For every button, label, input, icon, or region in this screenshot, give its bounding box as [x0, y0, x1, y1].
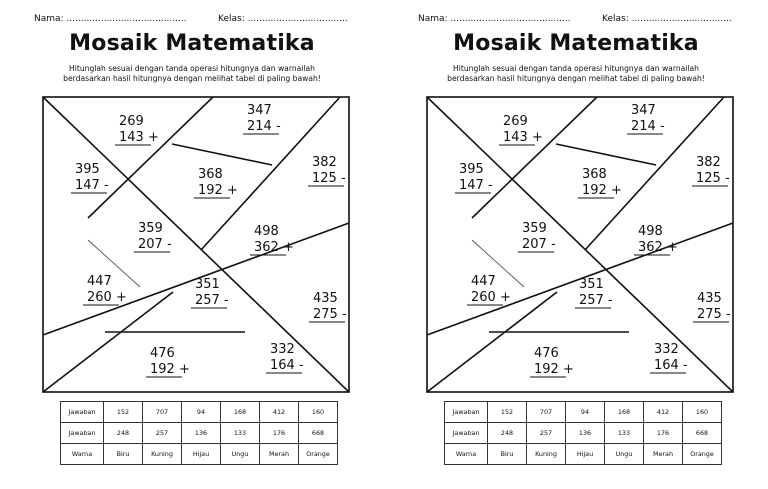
operator-sign: + — [563, 362, 574, 377]
problem-number-top: 368 — [582, 167, 607, 182]
operator-sign: + — [116, 290, 127, 305]
math-problem — [194, 167, 238, 198]
math-problem — [266, 342, 304, 373]
table-cell: Ungu — [221, 444, 260, 465]
table-cell: 257 — [143, 423, 182, 444]
problem-number-top: 332 — [654, 342, 679, 357]
row-label-cell: Jawaban — [445, 402, 488, 423]
operator-sign: - — [224, 293, 229, 308]
table-cell: 176 — [644, 423, 683, 444]
operator-sign: - — [660, 119, 665, 134]
mosaic-grid — [0, 0, 384, 400]
math-problem — [499, 114, 543, 145]
mosaic-line — [43, 97, 349, 392]
instruction-line: Hitunglah sesuai dengan tanda operasi hitungnya dan warnailah — [69, 64, 315, 73]
math-problem — [650, 342, 688, 373]
answer-table — [60, 401, 338, 465]
table-cell: Biru — [104, 444, 143, 465]
operator-sign: + — [227, 183, 238, 198]
problem-number-bottom: 257 — [195, 293, 220, 308]
math-problem — [243, 103, 281, 134]
math-problem — [575, 277, 613, 308]
problem-number-bottom: 164 — [654, 358, 679, 373]
page-title: Mosaik Matematika — [453, 31, 699, 56]
problem-number-top: 435 — [697, 291, 722, 306]
math-problem — [692, 155, 730, 186]
table-cell: Kuning — [527, 444, 566, 465]
table-cell: 412 — [260, 402, 299, 423]
table-cell: 248 — [488, 423, 527, 444]
table-cell: 94 — [182, 402, 221, 423]
problem-number-top: 347 — [247, 103, 272, 118]
problem-number-top: 359 — [522, 221, 547, 236]
table-cell: 412 — [644, 402, 683, 423]
problem-number-bottom: 207 — [522, 237, 547, 252]
table-cell: Ungu — [605, 444, 644, 465]
operator-sign: + — [532, 130, 543, 145]
table-row — [61, 402, 338, 423]
math-problem — [134, 221, 172, 252]
instruction-line: Hitunglah sesuai dengan tanda operasi hitungnya dan warnailah — [453, 64, 699, 73]
problem-number-top: 269 — [119, 114, 144, 129]
worksheet-right — [384, 0, 768, 489]
problem-number-bottom: 192 — [582, 183, 607, 198]
table-cell: 136 — [182, 423, 221, 444]
table-row — [61, 423, 338, 444]
math-problem — [578, 167, 622, 198]
problem-number-bottom: 164 — [270, 358, 295, 373]
table-cell: 152 — [488, 402, 527, 423]
problem-number-bottom: 214 — [247, 119, 272, 134]
problem-number-top: 332 — [270, 342, 295, 357]
problem-number-top: 359 — [138, 221, 163, 236]
table-cell: 176 — [260, 423, 299, 444]
table-cell: 168 — [221, 402, 260, 423]
answer-table — [444, 401, 722, 465]
math-problem — [309, 291, 347, 322]
table-row — [445, 402, 722, 423]
problem-number-top: 435 — [313, 291, 338, 306]
operator-sign: - — [104, 178, 109, 193]
table-cell: Hijau — [566, 444, 605, 465]
page-title: Mosaik Matematika — [69, 31, 315, 56]
table-cell: 668 — [299, 423, 338, 444]
problem-number-top: 351 — [195, 277, 220, 292]
problem-number-top: 395 — [75, 162, 100, 177]
table-cell: 133 — [605, 423, 644, 444]
operator-sign: - — [551, 237, 556, 252]
operator-sign: + — [611, 183, 622, 198]
problem-number-top: 382 — [696, 155, 721, 170]
math-problem — [191, 277, 229, 308]
mosaic-line — [556, 144, 656, 165]
instruction-line: berdasarkan hasil hitungnya dengan melihat tabel di paling bawah! — [447, 74, 705, 83]
row-label-cell: Jawaban — [61, 402, 104, 423]
math-problem — [455, 162, 493, 193]
problem-number-bottom: 125 — [312, 171, 337, 186]
operator-sign: - — [683, 358, 688, 373]
table-cell: Orange — [299, 444, 338, 465]
math-problem — [530, 346, 574, 377]
operator-sign: - — [608, 293, 613, 308]
problem-number-bottom: 125 — [696, 171, 721, 186]
math-problem — [250, 224, 294, 255]
problem-number-bottom: 147 — [459, 178, 484, 193]
problem-number-bottom: 362 — [254, 240, 279, 255]
math-problem — [518, 221, 556, 252]
problem-number-top: 476 — [150, 346, 175, 361]
table-cell: Biru — [488, 444, 527, 465]
table-cell: Orange — [683, 444, 722, 465]
table-cell: 707 — [527, 402, 566, 423]
problem-number-top: 382 — [312, 155, 337, 170]
table-cell: 160 — [683, 402, 722, 423]
problem-number-bottom: 362 — [638, 240, 663, 255]
math-problem — [693, 291, 731, 322]
problem-number-top: 476 — [534, 346, 559, 361]
problem-number-bottom: 275 — [697, 307, 722, 322]
class-field-label: Kelas: ................................... — [218, 14, 348, 24]
problem-number-bottom: 260 — [471, 290, 496, 305]
math-problem — [83, 274, 127, 305]
math-problem — [115, 114, 159, 145]
problem-number-top: 368 — [198, 167, 223, 182]
class-field-label: Kelas: ................................... — [602, 14, 732, 24]
table-cell: 152 — [104, 402, 143, 423]
table-cell: 160 — [299, 402, 338, 423]
operator-sign: + — [667, 240, 678, 255]
row-label-cell: Jawaban — [445, 423, 488, 444]
mosaic-line — [172, 144, 272, 165]
name-field-label: Nama: .......................................... — [34, 14, 187, 24]
problem-number-bottom: 143 — [119, 130, 144, 145]
table-cell: 248 — [104, 423, 143, 444]
problem-number-top: 447 — [87, 274, 112, 289]
table-cell: 257 — [527, 423, 566, 444]
problem-number-top: 498 — [254, 224, 279, 239]
operator-sign: - — [276, 119, 281, 134]
math-problem — [71, 162, 109, 193]
operator-sign: + — [179, 362, 190, 377]
problem-group — [455, 103, 731, 377]
math-problem — [634, 224, 678, 255]
math-problem — [627, 103, 665, 134]
row-label-cell: Jawaban — [61, 423, 104, 444]
problem-number-top: 498 — [638, 224, 663, 239]
table-cell: 136 — [566, 423, 605, 444]
table-cell: 668 — [683, 423, 722, 444]
table-cell: 133 — [221, 423, 260, 444]
table-cell: 707 — [143, 402, 182, 423]
row-label-cell: Warna — [445, 444, 488, 465]
problem-number-top: 447 — [471, 274, 496, 289]
table-cell: Kuning — [143, 444, 182, 465]
table-cell: Merah — [260, 444, 299, 465]
table-cell: 94 — [566, 402, 605, 423]
operator-sign: + — [500, 290, 511, 305]
problem-number-top: 395 — [459, 162, 484, 177]
operator-sign: + — [283, 240, 294, 255]
table-cell: Hijau — [182, 444, 221, 465]
problem-number-top: 269 — [503, 114, 528, 129]
problem-number-bottom: 192 — [198, 183, 223, 198]
math-problem — [308, 155, 346, 186]
problem-number-bottom: 192 — [150, 362, 175, 377]
table-cell: 168 — [605, 402, 644, 423]
problem-number-top: 347 — [631, 103, 656, 118]
instruction-line: berdasarkan hasil hitungnya dengan melihat tabel di paling bawah! — [63, 74, 321, 83]
math-problem — [146, 346, 190, 377]
operator-sign: + — [148, 130, 159, 145]
table-row — [61, 444, 338, 465]
operator-sign: - — [488, 178, 493, 193]
problem-number-bottom: 147 — [75, 178, 100, 193]
name-field-label: Nama: .......................................... — [418, 14, 571, 24]
operator-sign: - — [341, 171, 346, 186]
problem-number-bottom: 214 — [631, 119, 656, 134]
operator-sign: - — [726, 307, 731, 322]
mosaic-line — [427, 97, 733, 392]
operator-sign: - — [342, 307, 347, 322]
problem-number-bottom: 275 — [313, 307, 338, 322]
mosaic-grid — [384, 0, 768, 400]
problem-number-bottom: 207 — [138, 237, 163, 252]
table-row — [445, 444, 722, 465]
table-row — [445, 423, 722, 444]
problem-number-bottom: 192 — [534, 362, 559, 377]
operator-sign: - — [725, 171, 730, 186]
math-problem — [467, 274, 511, 305]
problem-number-top: 351 — [579, 277, 604, 292]
problem-group — [71, 103, 347, 377]
row-label-cell: Warna — [61, 444, 104, 465]
problem-number-bottom: 143 — [503, 130, 528, 145]
problem-number-bottom: 257 — [579, 293, 604, 308]
operator-sign: - — [299, 358, 304, 373]
problem-number-bottom: 260 — [87, 290, 112, 305]
table-cell: Merah — [644, 444, 683, 465]
operator-sign: - — [167, 237, 172, 252]
